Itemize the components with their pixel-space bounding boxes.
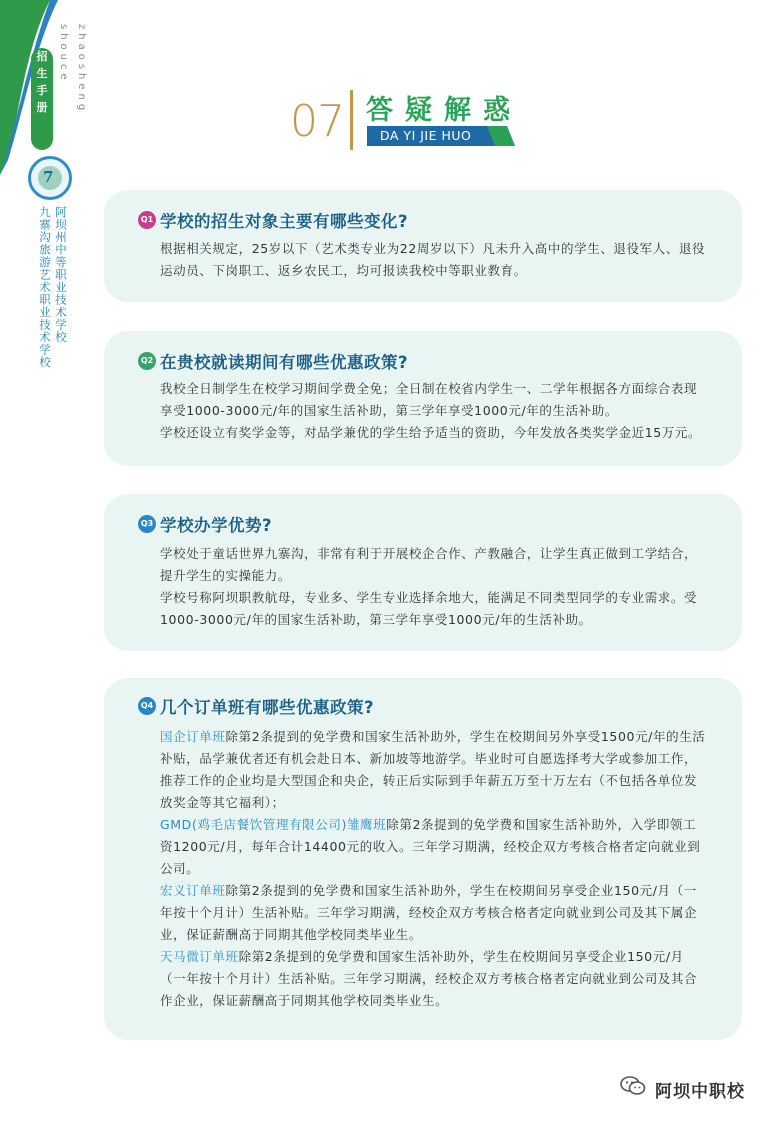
qa-card-1: [104, 190, 742, 302]
answer-paragraph: 学校号称阿坝职教航母，专业多、学生专业选择余地大，能满足不同类型同学的专业需求。受1000-3000元/年的国家生活补助，第三学年享受1000元/年的生活补助。: [160, 590, 698, 627]
qa-card-2: [104, 331, 742, 466]
order-class-text: 除第2条提到的免学费和国家生活补助外，学生在校期间另外享受1500元/年的生活补贴，品学兼优者还有机会赴日本、新加坡等地游学。毕业时可自愿选择考大学或参加工作，推荐工作的企业均是大型国企和央企，转正后实际到手年薪五万至十万左右（不包括各单位发放奖金等其它福利）；: [160, 729, 706, 810]
brochure-tag-char: 生: [36, 67, 48, 80]
question-badge: Q4: [138, 697, 156, 715]
school-logo: 7: [28, 156, 72, 200]
brochure-tag-char: 招: [36, 50, 48, 63]
latin-zhaosheng: zhaosheng: [76, 24, 87, 115]
page-title-pinyin: DA YI JIE HUO: [380, 128, 472, 143]
question-header: [138, 694, 374, 718]
answer-paragraph: 学校还设立有奖学金等，对品学兼优的学生给予适当的资助，今年发放各类奖学金近15万元。: [160, 425, 702, 440]
question-badge: Q2: [138, 352, 156, 370]
answer-paragraph: 根据相关规定，25岁以下（艺术类专业为22周岁以下）凡未升入高中的学生、退役军人、退役运动员、下岗职工、返乡农民工，均可报读我校中等职业教育。: [160, 241, 706, 278]
answer-text: [160, 378, 708, 444]
answer-paragraph: 我校全日制学生在校学习期间学费全免；全日制在校省内学生一、二学年根据各方面综合表现享受1000-3000元/年的国家生活补助，第三学年享受1000元/年的生活补助。: [160, 381, 698, 418]
school-name-1: 阿坝州中等职业技术学校: [54, 206, 68, 344]
brochure-tag: [31, 48, 53, 150]
answer-text: [160, 726, 708, 1012]
answer-text: [160, 238, 708, 282]
brochure-tag-char: 册: [36, 101, 48, 114]
question-header: [138, 208, 408, 232]
order-class-name: 天马微订单班: [160, 949, 239, 964]
question-header: [138, 512, 272, 536]
answer-text: [160, 543, 708, 631]
title-divider: [350, 90, 353, 150]
question-badge: Q1: [138, 211, 156, 229]
latin-shouce: shouce: [58, 24, 69, 84]
page-title: 答疑解惑: [366, 95, 522, 126]
question-title: 学校办学优势?: [160, 516, 273, 535]
order-class-text: 除第2条提到的免学费和国家生活补助外，学生在校期间另享受企业150元/月（一年按十个月计）生活补贴。三年学习期满，经校企双方考核合格者定向就业到公司及其合作企业，保证薪酬高于同期其他学校同类毕业生。: [160, 949, 698, 1008]
order-class-item: [160, 880, 708, 946]
order-class-item: [160, 946, 708, 1012]
wechat-icon: [620, 1075, 646, 1097]
question-header: [138, 349, 408, 373]
question-title: 学校的招生对象主要有哪些变化?: [160, 212, 409, 231]
section-number: 07: [290, 96, 344, 147]
account-name: 阿坝中职校: [655, 1082, 745, 1102]
order-class-text: 除第2条提到的免学费和国家生活补助外，入学即领工资1200元/月，每年合计14400元的收入。三年学习期满，经校企双方考核合格者定向就业到公司。: [160, 817, 701, 876]
order-class-name: 国企订单班: [160, 729, 226, 744]
order-class-name: GMD(鸡毛店餐饮管理有限公司)雏鹰班: [160, 817, 387, 832]
order-class-item: [160, 726, 708, 814]
qa-card-3: [104, 494, 742, 651]
order-class-text: 除第2条提到的免学费和国家生活补助外，学生在校期间另享受企业150元/月（一年按十个月计）生活补贴。三年学习期满，经校企双方考核合格者定向就业到公司及其下属企业，保证薪酬高于同期其他学校同类毕业生。: [160, 883, 698, 942]
qa-card-4: [104, 678, 742, 1040]
question-title: 几个订单班有哪些优惠政策?: [160, 698, 375, 717]
question-title: 在贵校就读期间有哪些优惠政策?: [160, 353, 409, 372]
order-class-name: 宏义订单班: [160, 883, 226, 898]
brochure-tag-char: 手: [36, 84, 48, 97]
school-name-2: 九寨沟旅游艺术职业技术学校: [38, 206, 52, 369]
answer-paragraph: 学校处于童话世界九寨沟，非常有利于开展校企合作、产教融合，让学生真正做到工学结合，提升学生的实操能力。: [160, 546, 698, 583]
question-badge: Q3: [138, 515, 156, 533]
order-class-item: [160, 814, 708, 880]
